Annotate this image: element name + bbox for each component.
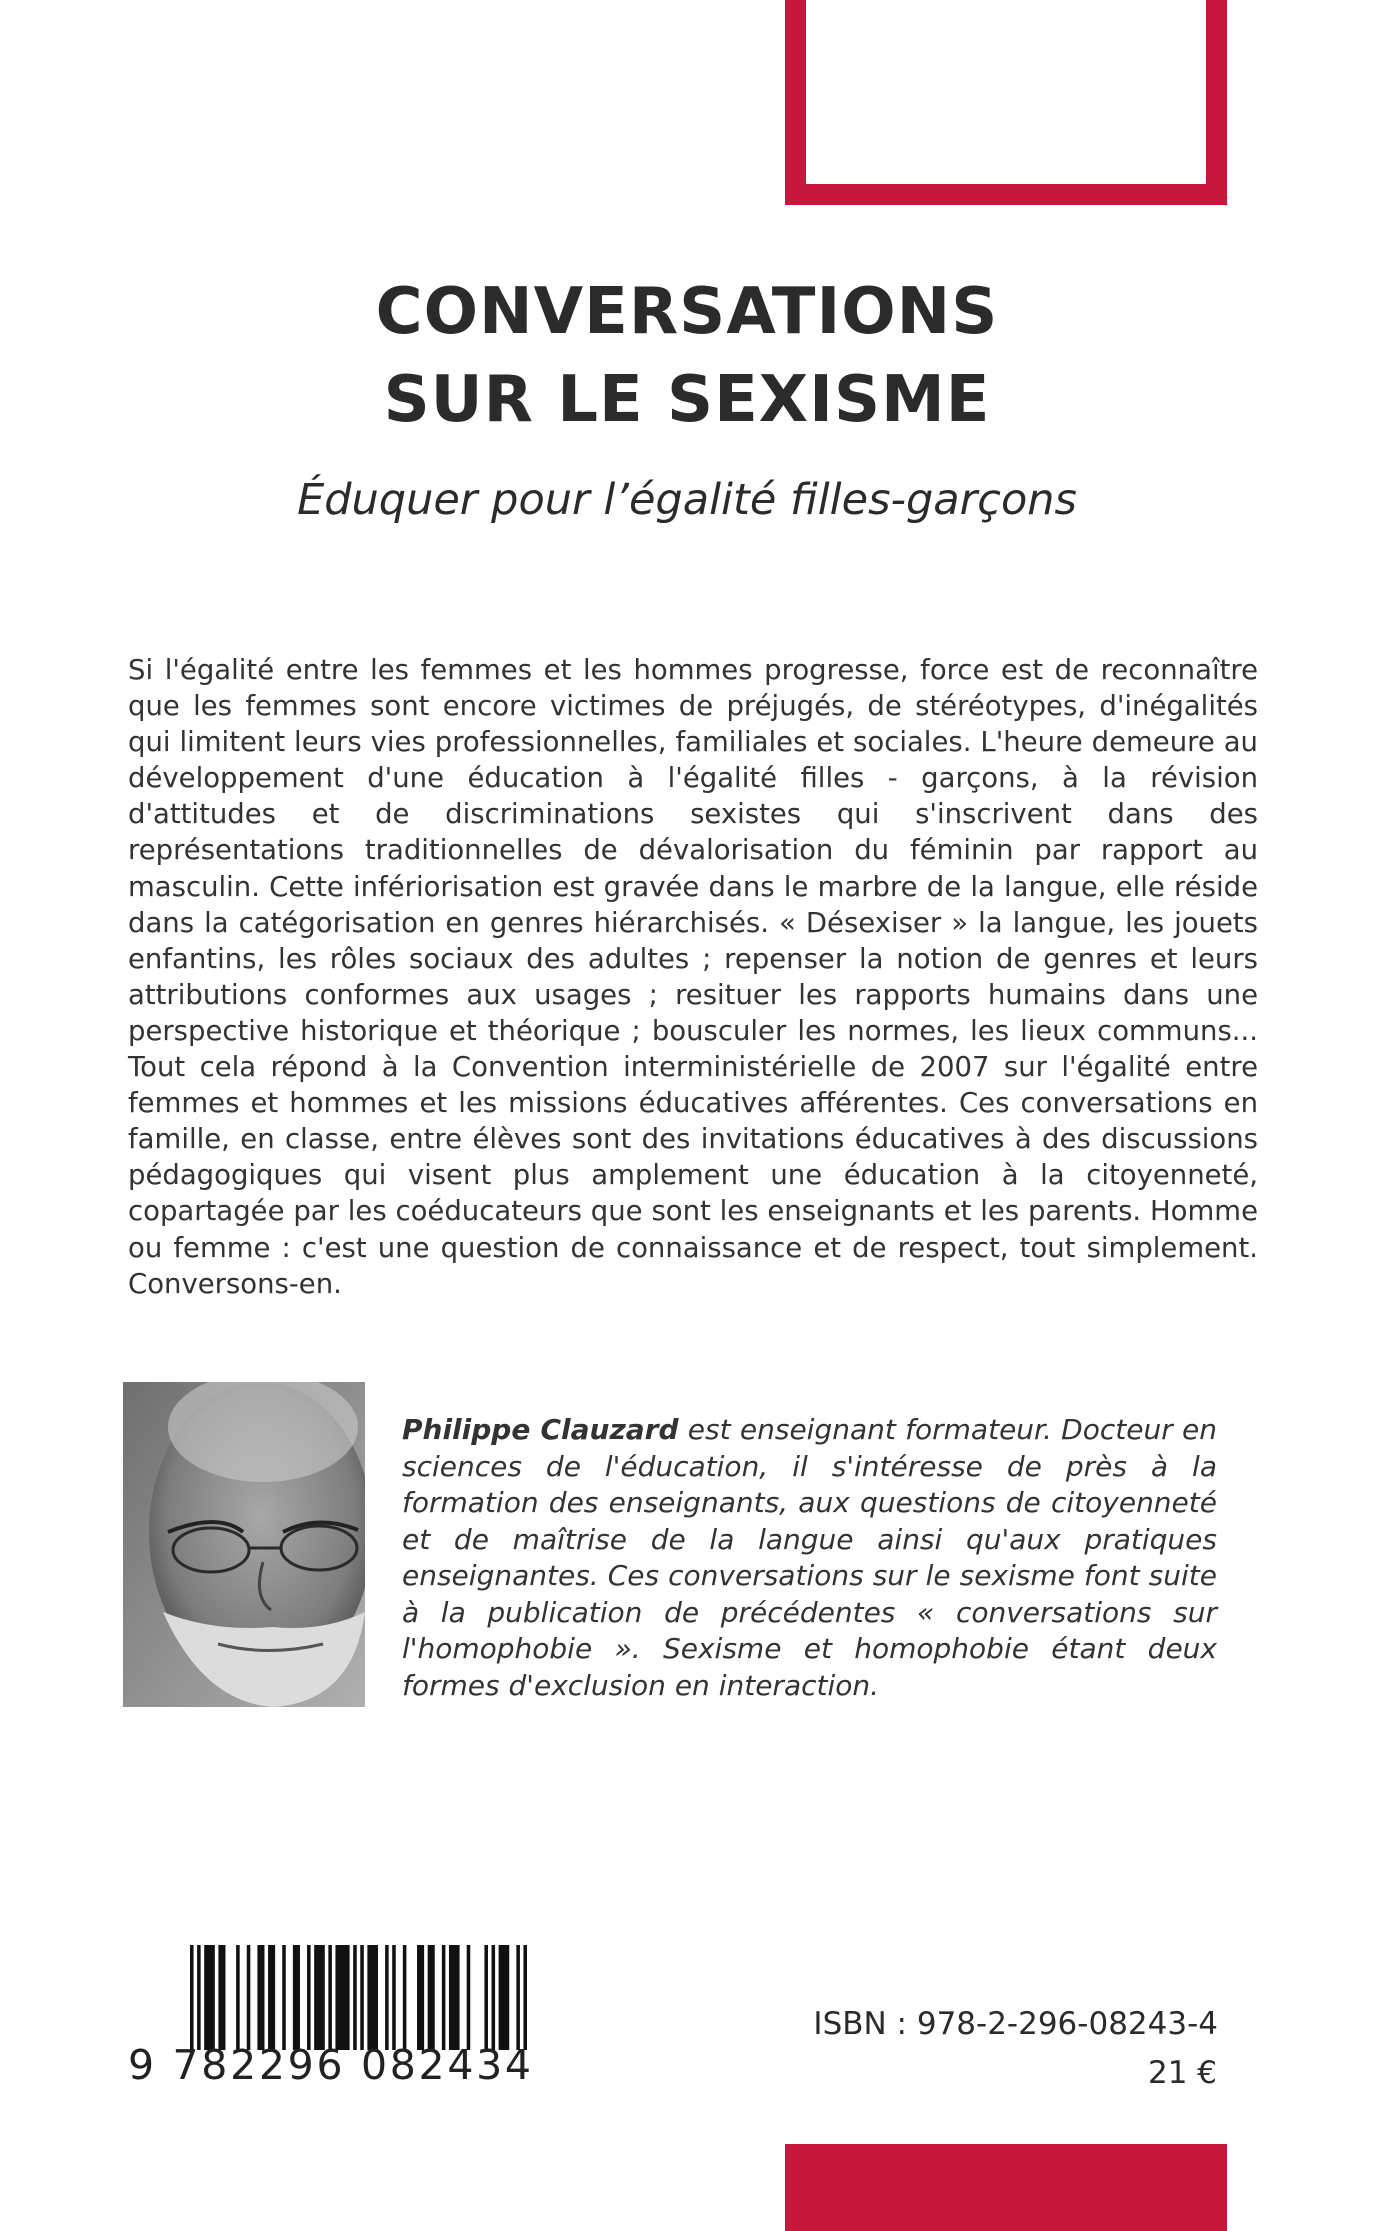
author-bio-text: est enseignant formateur. Docteur en sciences de l'éducation, il s'intéresse de près à la formation des enseignants, aux questions de citoyenneté et de maîtrise de la langue ainsi qu'aux pratiques enseignantes. Ces conversations sur le sexisme font suite à la publication de précédentes « conversations sur l'homophobie ». Sexisme et homophobie étant deux formes d'exclusion en interaction.	[402, 1413, 1218, 1702]
book-subtitle: Éduquer pour l’égalité filles-garçons	[297, 475, 1077, 525]
author-photo	[123, 1382, 365, 1707]
barcode-bar	[257, 1945, 264, 2050]
barcode-bar	[218, 1945, 225, 2050]
barcode-bar	[442, 1945, 446, 2050]
top-accent-frame	[785, 0, 1227, 205]
barcode-bar	[293, 1945, 300, 2050]
book-title	[0, 268, 1374, 444]
barcode-bar	[353, 1945, 357, 2050]
barcode-bar	[335, 1945, 349, 2050]
barcode-bar	[314, 1945, 325, 2050]
isbn-number: ISBN : 978-2-296-08243-4	[813, 2006, 1218, 2042]
barcode-bar	[523, 1945, 527, 2050]
author-bio	[402, 1412, 1217, 1704]
barcode-bar	[204, 1945, 215, 2050]
barcode-bar	[197, 1945, 201, 2050]
barcode-bar	[428, 1945, 435, 2050]
barcode-bar	[516, 1945, 520, 2050]
barcode-bar	[449, 1945, 460, 2050]
barcode-bar	[392, 1945, 396, 2050]
barcode-bar	[492, 1945, 496, 2050]
title-line-1: CONVERSATIONS	[375, 275, 999, 349]
barcode-bar	[403, 1945, 407, 2050]
barcode-bar	[385, 1945, 389, 2050]
barcode	[190, 1945, 527, 2050]
barcode-bar	[268, 1945, 275, 2050]
barcode-bar	[190, 1945, 194, 2050]
barcode-digits: 9 782296 082434	[128, 2041, 534, 2089]
barcode-bar	[484, 1945, 488, 2050]
back-cover-summary: Si l'égalité entre les femmes et les hommes progresse, force est de reconnaître que les femmes sont encore victimes de préjugés, de stéréotypes, d'inégalités qui limitent leurs vies professionnelles, familiales et sociales. L'heure demeure au développement d'une éducation à l'égalité filles - garçons, à la révision d'attitudes et de discriminations sexistes qui s'inscrivent dans des représentations traditionnelles de dévalorisation du féminin par rapport au masculin. Cette infériorisation est gravée dans le marbre de la langue, elle réside dans la catégorisation en genres hiérarchisés. « Désexiser » la langue, les jouets enfantins, les rôles sociaux des adultes ; repenser la notion de genres et leurs attributions conformes aux usages ; resituer les rapports humains dans une perspective historique et théorique ; bousculer les normes, les lieux communs... Tout cela répond à la Convention interministérielle de 2007 sur l'égalité entre femmes et hommes et les missions éducatives afférentes. Ces conversations en famille, en classe, entre élèves sont des invitations éducatives à des discussions pédagogiques qui visent plus amplement une éducation à la citoyenneté, copartagée par les coéducateurs que sont les enseignants et les parents. Homme ou femme : c'est une question de connaissance et de respect, tout simplement. Conversons-en.	[128, 654, 1258, 1300]
bottom-accent-band	[785, 2144, 1227, 2231]
barcode-bar	[367, 1945, 378, 2050]
title-line-2: SUR LE SEXISME	[383, 363, 991, 437]
barcode-bar	[247, 1945, 251, 2050]
barcode-bar	[360, 1945, 364, 2050]
barcode-bar	[417, 1945, 424, 2050]
author-name: Philippe Clauzard	[402, 1413, 679, 1446]
barcode-bar	[467, 1945, 471, 2050]
barcode-bar	[307, 1945, 311, 2050]
barcode-bar	[499, 1945, 510, 2050]
barcode-bar	[282, 1945, 286, 2050]
price: 21 €	[1147, 2055, 1217, 2091]
barcode-bar	[236, 1945, 240, 2050]
barcode-bar	[328, 1945, 332, 2050]
